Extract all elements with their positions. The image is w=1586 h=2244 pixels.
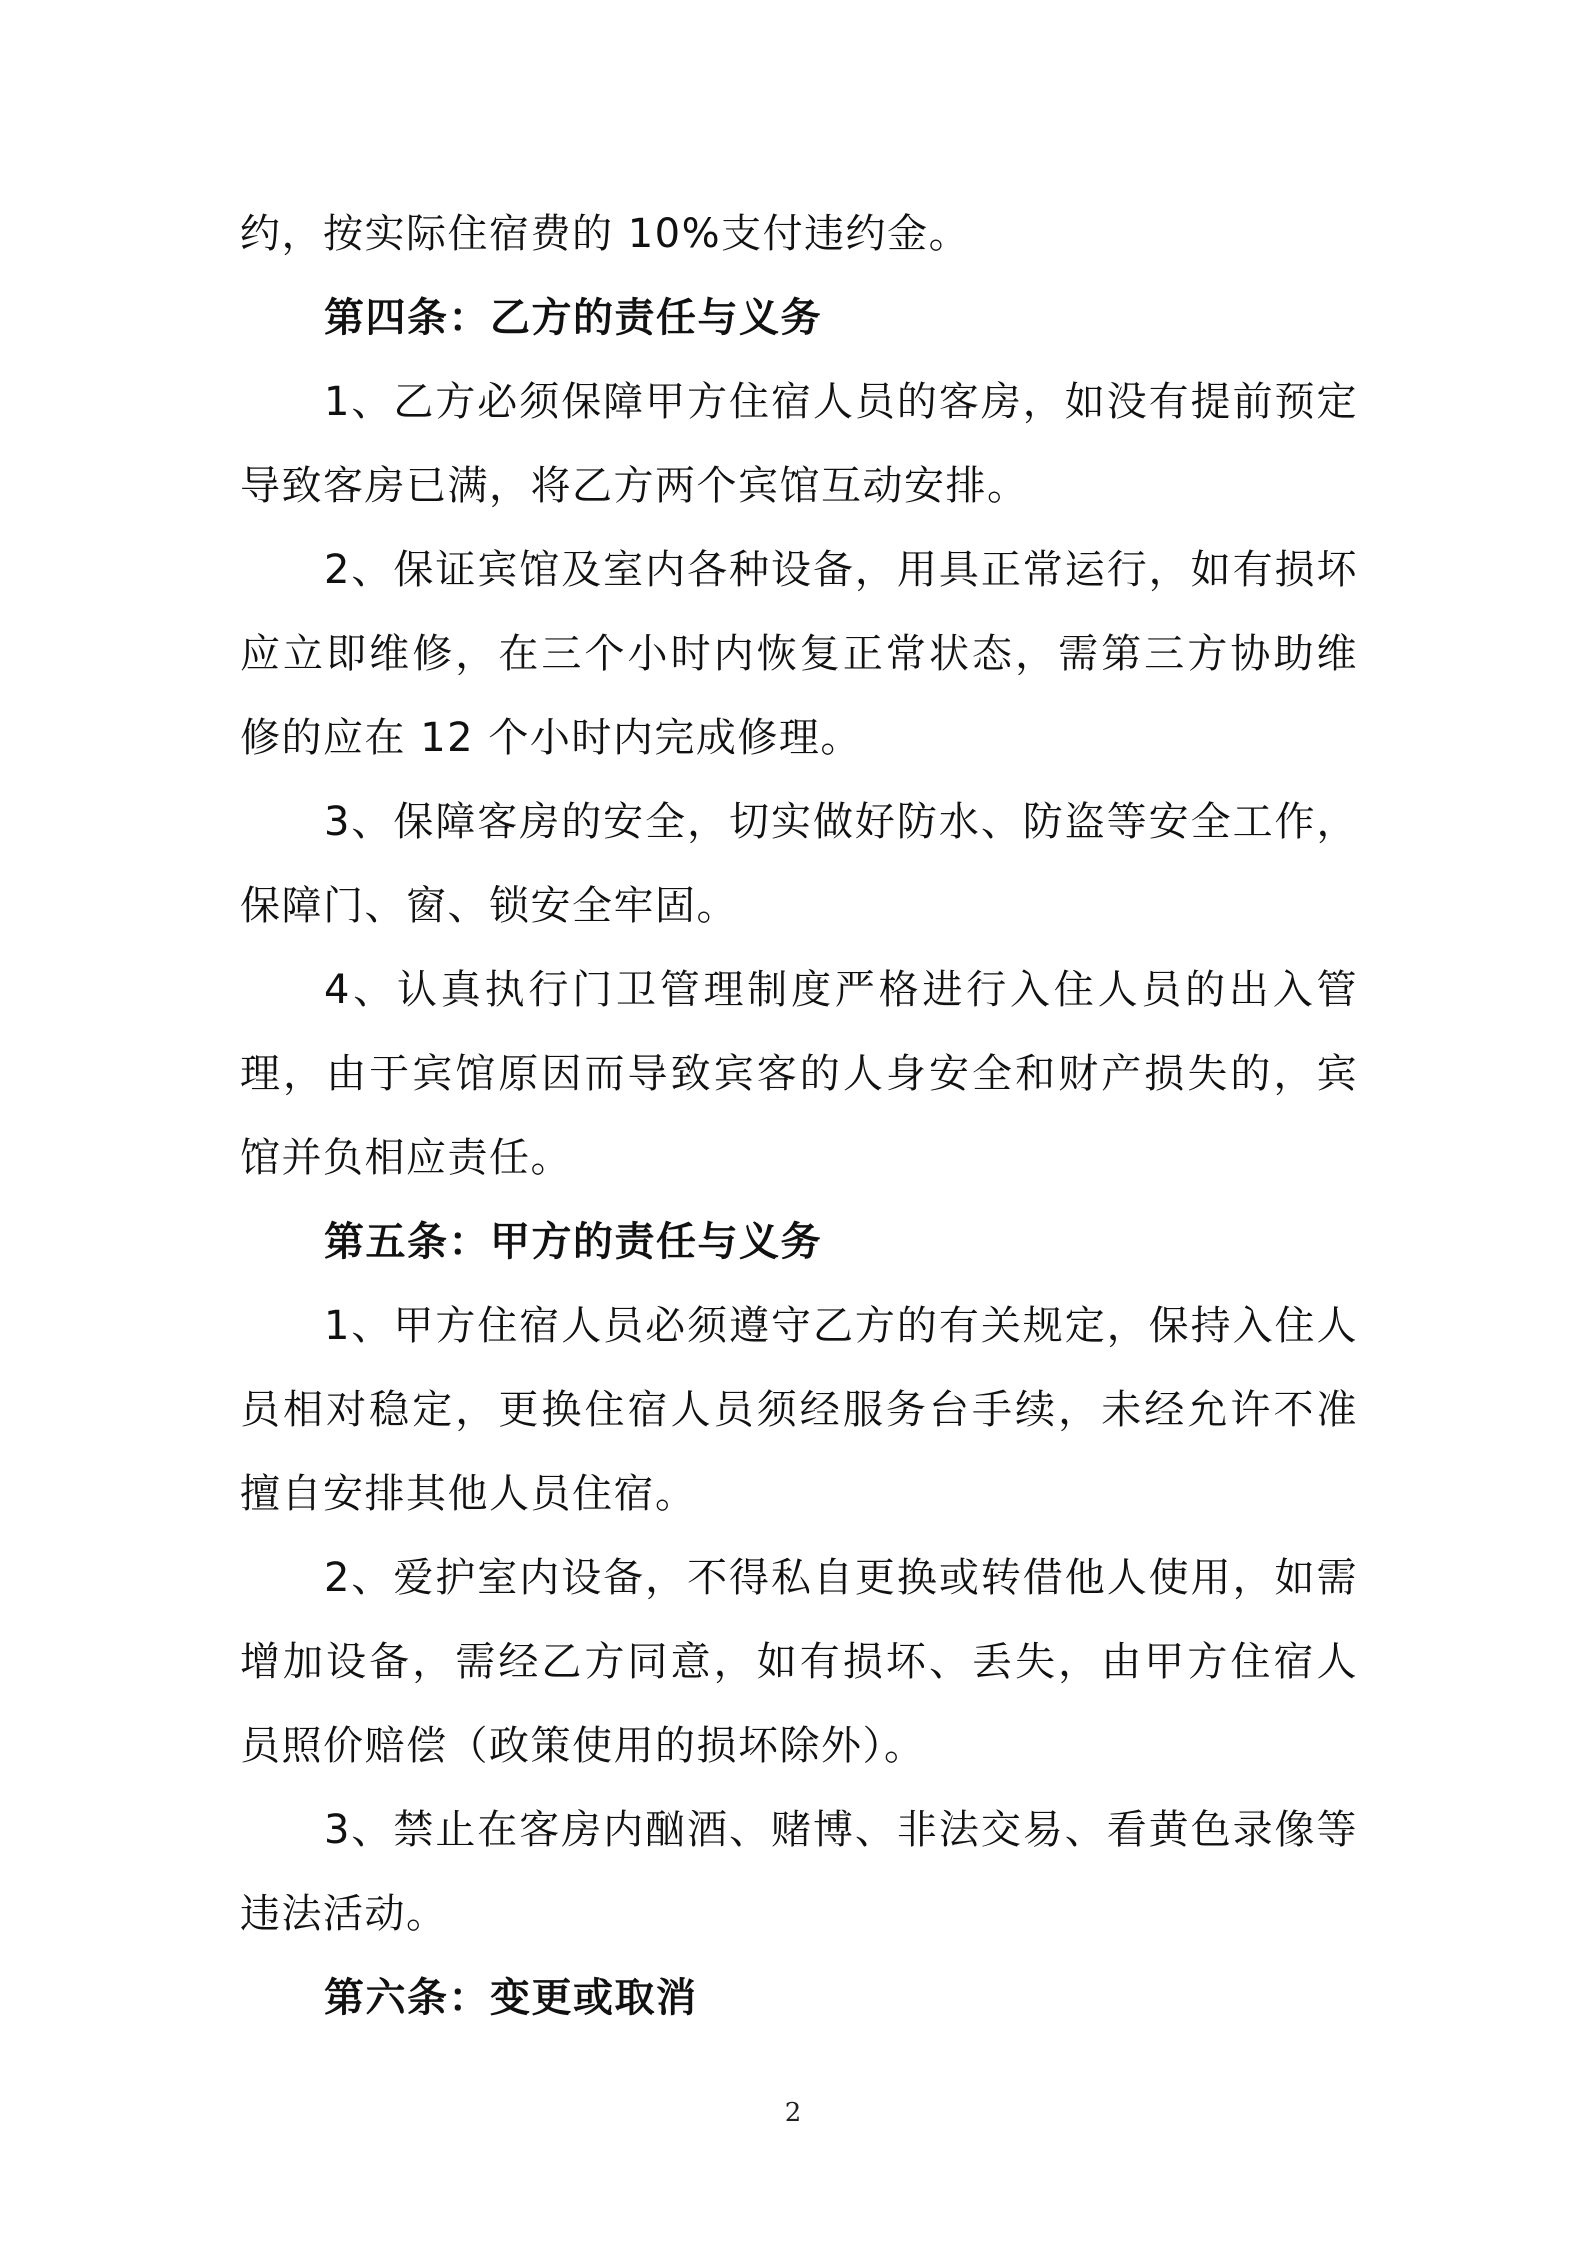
paragraph-article-5-item-3: 3、禁止在客房内酗酒、赌博、非法交易、看黄色录像等违法活动。 xyxy=(240,1807,1358,1937)
paragraph-article-5-item-1: 1、甲方住宿人员必须遵守乙方的有关规定，保持入住人员相对稳定，更换住宿人员须经服务台手续，未经允许不准擅自安排其他人员住宿。 xyxy=(240,1303,1358,1517)
page-number: 2 xyxy=(784,2098,802,2128)
section-heading-article-6: 第六条：变更或取消 xyxy=(324,1975,698,2021)
paragraph-article-4-item-3: 3、保障客房的安全，切实做好防水、防盗等安全工作，保障门、窗、锁安全牢固。 xyxy=(240,799,1358,929)
paragraph-article-4-item-2: 2、保证宾馆及室内各种设备，用具正常运行，如有损坏应立即维修，在三个小时内恢复正常状态，需第三方协助维修的应在 12 个小时内完成修理。 xyxy=(240,547,1358,761)
contract-body xyxy=(240,192,1358,2040)
paragraph-article-4-item-1: 1、乙方必须保障甲方住宿人员的客房，如没有提前预定导致客房已满，将乙方两个宾馆互动安排。 xyxy=(240,379,1358,509)
paragraph-continuation: 约，按实际住宿费的 10%支付违约金。 xyxy=(240,211,971,257)
section-heading-article-4: 第四条：乙方的责任与义务 xyxy=(324,295,822,341)
section-heading-article-5: 第五条：甲方的责任与义务 xyxy=(324,1219,822,1265)
paragraph-article-5-item-2: 2、爱护室内设备，不得私自更换或转借他人使用，如需增加设备，需经乙方同意，如有损坏、丢失，由甲方住宿人员照价赔偿（政策使用的损坏除外）。 xyxy=(240,1555,1358,1769)
paragraph-article-4-item-4: 4、认真执行门卫管理制度严格进行入住人员的出入管理，由于宾馆原因而导致宾客的人身安全和财产损失的，宾馆并负相应责任。 xyxy=(240,967,1358,1181)
